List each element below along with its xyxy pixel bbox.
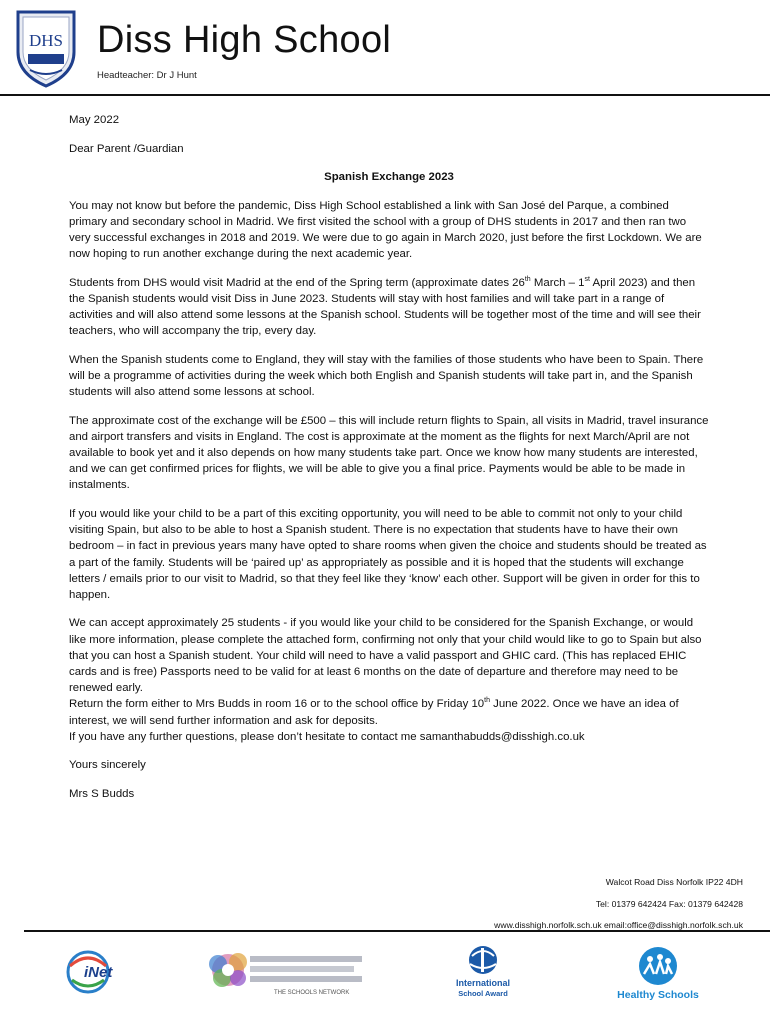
letter-subject: Spanish Exchange 2023 [324,171,454,183]
paragraph-hosting: When the Spanish students come to England, they will stay with the families of those students who have been to Spain. There will be a programme of activities during the week which both English and Spanish students will take part in, and the Spanish students will also attend some lessons at school. [69,353,704,399]
svg-text:THE SCHOOLS NETWORK: THE SCHOOLS NETWORK [274,990,350,996]
schools-network-logo [204,944,370,1000]
accreditation-logos [0,936,770,1024]
svg-text:International: International [455,978,511,988]
letterhead [0,0,770,96]
letter-body [69,112,709,814]
headteacher-line: Headteacher: Dr J Hunt [97,70,197,81]
school-web-email: www.disshigh.norfolk.sch.uk email:office@disshigh.norfolk.sch.uk [494,920,743,930]
school-phone: Tel: 01379 642424 Fax: 01379 642428 [595,898,743,909]
paragraph-return-form: Return the form either to Mrs Budds in room 16 or to the school office by Friday 10th June 2022. Once we have an idea of interest, we will send further information and ask for deposits. [69,697,679,727]
letter-signature: Mrs S Budds [69,787,135,800]
school-address: Walcot Road Diss Norfolk IP22 4DH [605,877,743,887]
healthy-schools-logo [612,944,704,1004]
letter-salutation: Dear Parent /Guardian [69,142,184,155]
paragraph-intro: You may not know but before the pandemic, Diss High School established a link with San José del Parque, a combined primary and secondary school in Madrid. We first visited the school with a group of DHS students in 2017 and then ran two very successful exchanges in 2018 and 2019. We were due to go again in March 2020, just before the first Lockdown. We are now hoping to run another exchange during the next academic year. [69,199,702,261]
inet-logo [64,946,126,996]
international-school-award-logo [448,942,518,1002]
letter-date: May 2022 [69,114,120,126]
school-crest-logo [14,8,78,88]
svg-text:iNet: iNet [84,964,113,981]
svg-text:DHS: DHS [28,31,64,50]
footer-divider [24,930,770,932]
school-name: Diss High School [97,19,392,61]
header-divider [0,94,770,96]
school-contact-details [494,872,743,937]
paragraph-commitment: If you would like your child to be a part of this exciting opportunity, you will need to be able to commit not only to your child visiting Spain, but also to be able to host a Spanish student. There is no expectation that students have to have their own bedroom – in fact in previous years many have opted to share rooms when given the choice and students should be treated as a part of the family. Students will be ‘paired up’ as appropriately as possible and it is hoped that the students will exchange letters / emails prior to our visit to Madrid, so that they feel like they ‘know’ each other. Support will be given in order for this to happen. [69,507,707,601]
paragraph-contact: If you have any further questions, please don’t hesitate to contact me samanthabudds@disshigh.co.uk [69,730,585,743]
paragraph-dates: Students from DHS would visit Madrid at the end of the Spring term (approximate dates 26th March – 1st April 2023) and then the Spanish students would visit Diss in June 2023. Students will stay with host families and will take part in a range of activities and will also attend some lessons at the Spanish school. Students will be together most of the time and will see their teachers, who will accompany the trip, every day. [69,275,701,338]
letter-closing: Yours sincerely [69,759,146,772]
paragraph-cost: The approximate cost of the exchange will be £500 – this will include return flights to Spain, all visits in Madrid, travel insurance and airport transfers and visits in England. The cost is approximate at the moment as the flights for next March/April are not available to book yet and it also depends on how many students take part. Once we know how many students are interested, and we can get confirmed prices for flights, we will be able to give you a final price. Payments would be able to be made in instalments. [69,414,709,492]
paragraph-application: We can accept approximately 25 students - if you would like your child to be considered for the Spanish Exchange, or would like more information, please complete the attached form, confirming not only that your child would like to go to Spain but also that you can host a Spanish student. Your child will need to have a valid passport and GHIC card. (This has replaced EHIC cards and is free) Passports need to be valid for at least 6 months on the date of departure and therefore may need to be renewed early. [69,617,702,695]
svg-text:Healthy Schools: Healthy Schools [617,989,699,1001]
svg-text:School Award: School Award [458,989,508,998]
